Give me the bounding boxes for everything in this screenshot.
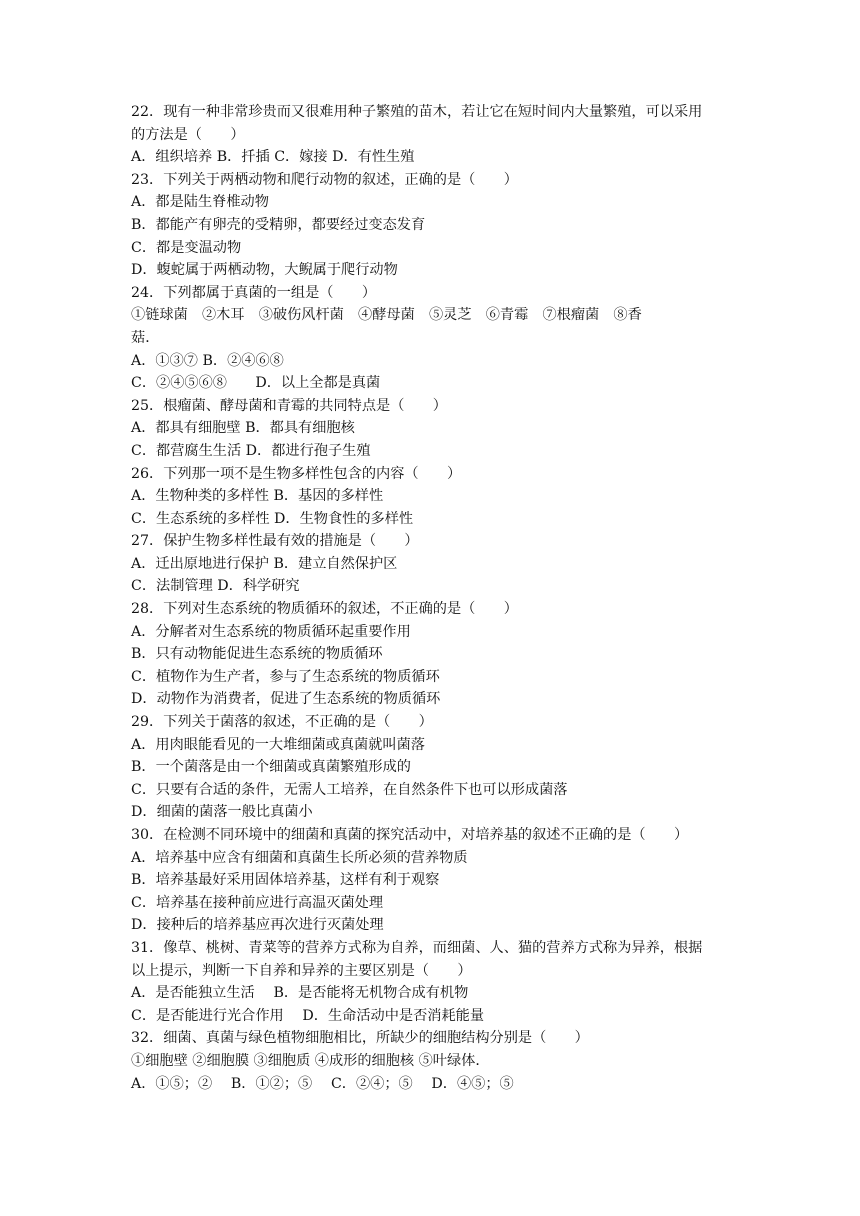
- question-text-line: B．培养基最好采用固体培养基，这样有利于观察: [131, 872, 440, 889]
- question-text-line: 菇．: [131, 329, 160, 346]
- question-block: [131, 282, 731, 395]
- question-stem-line: 22．现有一种非常珍贵而又很难用种子繁殖的苗木，若让它在短时间内大量繁殖，可以采用: [131, 104, 703, 120]
- question-text-line: C．植物作为生产者，参与了生态系统的物质循环: [131, 668, 440, 685]
- question-text-line: A．①③⑦ B．②④⑥⑧: [131, 352, 284, 369]
- question-text-line: C．生态系统的多样性 D．生物食性的多样性: [131, 510, 414, 527]
- question-text-line: A．组织培养 B．扦插 C．嫁接 D．有性生殖: [131, 149, 415, 166]
- question-stem-line: 25．根瘤菌、酵母菌和青霉的共同特点是（ ）: [131, 397, 447, 414]
- question-stem-line: 31．像草、桃树、青菜等的营养方式称为自养，而细菌、人、猫的营养方式称为异养，根据: [131, 939, 703, 956]
- question-text-line: A．①⑤；② B．①②；⑤ C．②④；⑤ D．④⑤；⑤: [131, 1075, 514, 1092]
- question-block: [131, 101, 731, 169]
- question-stem-line: 23．下列关于两栖动物和爬行动物的叙述，正确的是（ ）: [131, 171, 518, 188]
- question-text-line: C．都营腐生生活 D．都进行孢子生殖: [131, 442, 371, 459]
- question-block: [131, 937, 731, 1027]
- question-text-line: B．一个菌落是由一个细菌或真菌繁殖形成的: [131, 759, 411, 776]
- question-text-line: ①链球菌 ②木耳 ③破伤风杆菌 ④酵母菌 ⑤灵芝 ⑥青霉 ⑦根瘤菌 ⑧香: [131, 307, 642, 324]
- question-text-line: A．是否能独立生活 B．是否能将无机物合成有机物: [131, 985, 469, 1002]
- question-text-line: A．培养基中应含有细菌和真菌生长所必须的营养物质: [131, 849, 468, 866]
- question-block: [131, 463, 731, 531]
- question-text-line: C．都是变温动物: [131, 239, 242, 256]
- question-stem-line: 26．下列那一项不是生物多样性包含的内容（ ）: [131, 465, 462, 482]
- question-text-line: B．都能产有卵壳的受精卵，都要经过变态发育: [131, 216, 426, 233]
- question-text-line: 的方法是（ ）: [131, 126, 245, 143]
- question-block: [131, 395, 731, 463]
- question-block: [131, 824, 731, 937]
- question-block: [131, 598, 731, 711]
- question-text-line: A．用肉眼能看见的一大堆细菌或真菌就叫菌落: [131, 736, 425, 753]
- question-text-line: A．都是陆生脊椎动物: [131, 194, 269, 211]
- question-text-line: D．动物作为消费者，促进了生态系统的物质循环: [131, 691, 441, 708]
- question-text-line: C．法制管理 D．科学研究: [131, 578, 300, 595]
- question-stem-line: 29．下列关于菌落的叙述，不正确的是（ ）: [131, 714, 433, 731]
- question-text-line: D．蝮蛇属于两栖动物，大鲵属于爬行动物: [131, 262, 398, 279]
- question-text-line: B．只有动物能促进生态系统的物质循环: [131, 646, 383, 663]
- question-stem-line: 27．保护生物多样性最有效的措施是（ ）: [131, 533, 419, 550]
- question-text-line: C．培养基在接种前应进行高温灭菌处理: [131, 894, 384, 911]
- question-text-line: A．迁出原地进行保护 B．建立自然保护区: [131, 555, 398, 572]
- question-block: [131, 711, 731, 824]
- document-page: [131, 101, 731, 1095]
- question-text-line: A．生物种类的多样性 B．基因的多样性: [131, 488, 384, 505]
- question-stem-line: 28．下列对生态系统的物质循环的叙述，不正确的是（ ）: [131, 601, 518, 618]
- question-text-line: ①细胞壁 ②细胞膜 ③细胞质 ④成形的细胞核 ⑤叶绿体．: [131, 1052, 490, 1069]
- question-text-line: A．分解者对生态系统的物质循环起重要作用: [131, 623, 411, 640]
- question-text-line: C．②④⑤⑥⑧ D．以上全都是真菌: [131, 375, 381, 392]
- question-text-line: C．是否能进行光合作用 D．生命活动中是否消耗能量: [131, 1007, 485, 1024]
- question-block: [131, 530, 731, 598]
- question-text-line: D．接种后的培养基应再次进行灭菌处理: [131, 917, 384, 934]
- question-block: [131, 1027, 731, 1095]
- question-text-line: 以上提示，判断一下自养和异养的主要区别是（ ）: [131, 962, 472, 979]
- question-stem-line: 30．在检测不同环境中的细菌和真菌的探究活动中，对培养基的叙述不正确的是（ ）: [131, 827, 689, 843]
- question-stem-line: 24．下列都属于真菌的一组是（ ）: [131, 284, 377, 301]
- question-stem-line: 32．细菌、真菌与绿色植物细胞相比，所缺少的细胞结构分别是（ ）: [131, 1030, 589, 1047]
- question-block: [131, 169, 731, 282]
- question-text-line: C．只要有合适的条件，无需人工培养，在自然条件下也可以形成菌落: [131, 781, 568, 798]
- question-text-line: A．都具有细胞壁 B．都具有细胞核: [131, 420, 355, 437]
- question-text-line: D．细菌的菌落一般比真菌小: [131, 804, 313, 821]
